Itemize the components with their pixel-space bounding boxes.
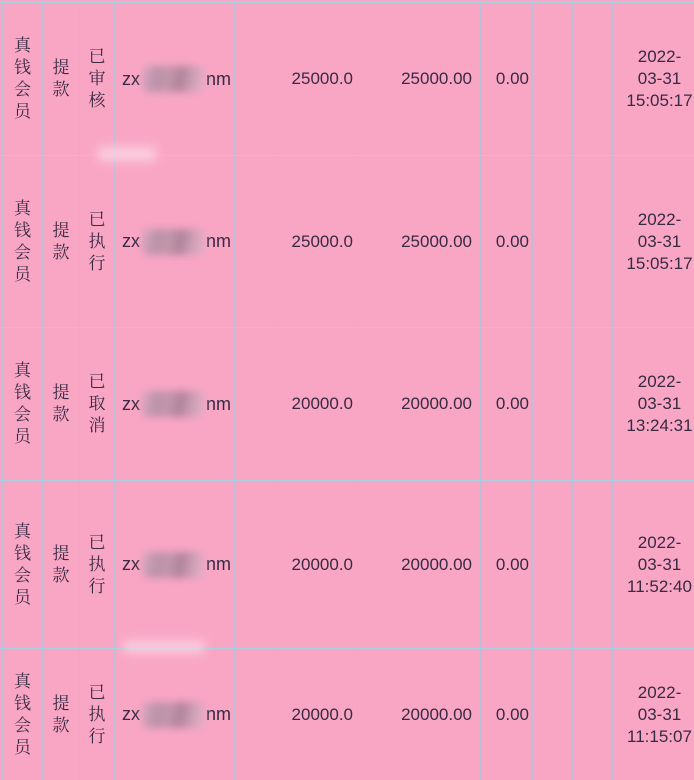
cell-member-type: 真钱会员 <box>3 481 43 648</box>
cell-amount-detail: 20000.00 <box>358 328 481 480</box>
cell-account <box>115 649 235 780</box>
cell-status: 已执行 <box>80 649 115 780</box>
cell-datetime: 2022- 03-31 11:15:07 <box>613 649 694 780</box>
cell-status: 已执行 <box>80 156 115 327</box>
cell-amount-detail: 20000.00 <box>358 649 481 780</box>
cell-amount-detail: 25000.00 <box>358 156 481 327</box>
account-suffix: nm <box>206 704 232 724</box>
cell-status: 已取消 <box>80 328 115 480</box>
account-prefix: zx <box>122 231 140 251</box>
blur-artifact <box>98 147 156 161</box>
cell-amount: 25000.0 <box>278 156 358 327</box>
cell-member-type: 真钱会员 <box>3 156 43 327</box>
cell-member-type: 真钱会员 <box>3 649 43 780</box>
cell-fee: 0.00 <box>481 3 533 155</box>
account-prefix: zx <box>122 554 140 574</box>
table-row <box>0 2 694 155</box>
cell-amount: 20000.0 <box>278 649 358 780</box>
cell-amount: 25000.0 <box>278 3 358 155</box>
cell-account <box>115 328 235 480</box>
cell-empty <box>573 328 613 480</box>
cell-empty <box>573 481 613 648</box>
cell-amount: 20000.0 <box>278 328 358 480</box>
cell-empty <box>533 3 573 155</box>
blurred-account-segment <box>142 66 204 92</box>
cell-datetime: 2022- 03-31 15:05:17 <box>613 156 694 327</box>
cell-empty <box>235 156 278 327</box>
cell-empty <box>533 481 573 648</box>
cell-fee: 0.00 <box>481 156 533 327</box>
cell-status: 已审核 <box>80 3 115 155</box>
cell-member-type: 真钱会员 <box>3 3 43 155</box>
account-suffix: nm <box>206 231 232 251</box>
cell-amount-detail: 20000.00 <box>358 481 481 648</box>
cell-member-type: 真钱会员 <box>3 328 43 480</box>
cell-empty <box>573 649 613 780</box>
blurred-account-segment <box>142 229 204 255</box>
account-prefix: zx <box>122 704 140 724</box>
cell-status: 已执行 <box>80 481 115 648</box>
blurred-account-segment <box>142 391 204 417</box>
cell-empty <box>533 328 573 480</box>
cell-datetime: 2022- 03-31 15:05:17 <box>613 3 694 155</box>
cell-empty <box>235 328 278 480</box>
account-suffix: nm <box>206 554 232 574</box>
cell-account <box>115 156 235 327</box>
cell-empty <box>533 649 573 780</box>
account-suffix: nm <box>206 68 232 89</box>
table-row <box>0 480 694 648</box>
cell-amount: 20000.0 <box>278 481 358 648</box>
table-row <box>0 648 694 780</box>
cell-account <box>115 481 235 648</box>
account-prefix: zx <box>122 393 140 414</box>
cell-empty <box>235 481 278 648</box>
cell-fee: 0.00 <box>481 328 533 480</box>
cell-datetime: 2022- 03-31 13:24:31 <box>613 328 694 480</box>
cell-empty <box>573 156 613 327</box>
cell-transaction-type: 提款 <box>43 481 80 648</box>
cell-transaction-type: 提款 <box>43 156 80 327</box>
table-row <box>0 155 694 327</box>
cell-transaction-type: 提款 <box>43 3 80 155</box>
cell-empty <box>235 3 278 155</box>
cell-amount-detail: 25000.00 <box>358 3 481 155</box>
cell-transaction-type: 提款 <box>43 328 80 480</box>
account-prefix: zx <box>122 68 140 89</box>
cell-empty <box>533 156 573 327</box>
blurred-account-segment <box>142 702 204 728</box>
cell-account <box>115 3 235 155</box>
blurred-account-segment <box>142 552 204 578</box>
cell-datetime: 2022- 03-31 11:52:40 <box>613 481 694 648</box>
blur-artifact <box>123 641 205 653</box>
cell-fee: 0.00 <box>481 649 533 780</box>
cell-transaction-type: 提款 <box>43 649 80 780</box>
account-suffix: nm <box>206 393 232 414</box>
table-row <box>0 327 694 480</box>
cell-fee: 0.00 <box>481 481 533 648</box>
cell-empty <box>235 649 278 780</box>
cell-empty <box>573 3 613 155</box>
